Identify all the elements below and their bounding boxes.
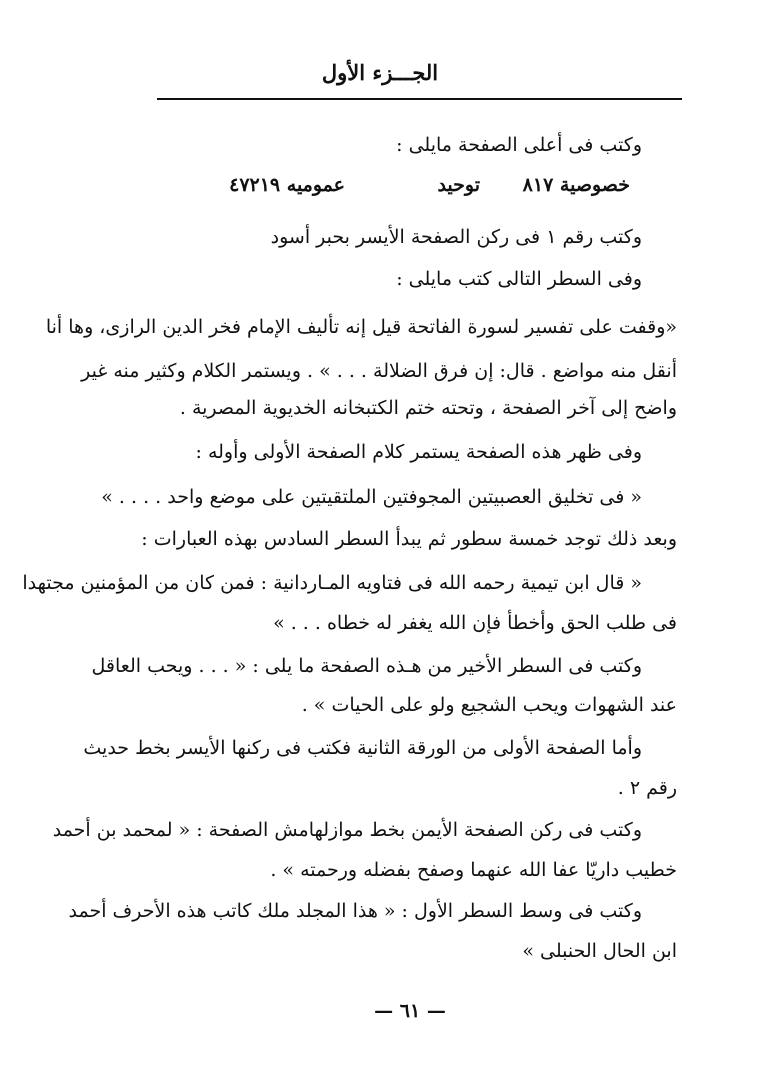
page-number: — ٦١ —: [374, 1000, 446, 1022]
text-line: خطيب داريّا عفا الله عنهما وصفح بفضله ورحمته » .: [270, 859, 677, 881]
text-line: وكتب فى السطر الأخير من هـذه الصفحة ما يلى : « . . . ويحب العاقل: [91, 655, 642, 677]
catalog-numbers-row: [230, 170, 630, 200]
text-line: « قال ابن تيمية رحمه الله فى فتاويه المـاردانية : فمن كان من المؤمنين مجتهدا: [22, 572, 642, 594]
text-line: وكتب فى وسط السطر الأول : « هذا المجلد ملك كاتب هذه الأحرف أحمد: [68, 900, 642, 922]
umumiya-number: عموميه ٤٧٢١٩: [229, 174, 345, 196]
text-line: وبعد ذلك توجد خمسة سطور ثم يبدأ السطر السادس بهذه العبارات :: [141, 528, 677, 550]
text-line: وأما الصفحة الأولى من الورقة الثانية فكتب فى ركنها الأيسر بخط حديث: [83, 737, 642, 759]
text-line: ابن الحال الحنبلى »: [522, 940, 677, 962]
text-line: وفى السطر التالى كتب مايلى :: [396, 268, 642, 290]
text-line: أنقل منه مواضع . قال: إن فرق الضلالة . . . » . ويستمر الكلام وكثير منه غير: [81, 360, 677, 382]
text-line: «وقفت على تفسير لسورة الفاتحة قيل إنه تأليف الإمام فخر الدين الرازى، وها أنا: [45, 316, 677, 338]
text-line: فى طلب الحق وأخطأ فإن الله يغفر له خطاه . . . »: [273, 612, 677, 634]
running-title: الجـــزء الأول: [321, 60, 439, 85]
text-line: « فى تخليق العصبيتين المجوفتين الملتقيتين على موضع واحد . . . . »: [101, 486, 642, 508]
header-rule: [157, 98, 682, 100]
text-line: وكتب فى ركن الصفحة الأيمن بخط موازلهامش الصفحة : « لمحمد بن أحمد: [52, 819, 642, 841]
text-line: واضح إلى آخر الصفحة ، وتحته ختم الكتبخانه الخديوية المصرية .: [179, 397, 677, 419]
text-line: وكتب فى أعلى الصفحة مايلى :: [396, 134, 642, 156]
khususiya-number: خصوصية ٨١٧: [522, 174, 630, 196]
text-line: وكتب رقم ١ فى ركن الصفحة الأيسر بحبر أسود: [270, 226, 642, 248]
text-line: عند الشهوات ويحب الشجيع ولو على الحيات » .: [301, 694, 677, 716]
text-line: وفى ظهر هذه الصفحة يستمر كلام الصفحة الأولى وأوله :: [195, 441, 642, 463]
tawhid-label: توحيد: [437, 174, 480, 196]
text-line: رقم ٢ .: [617, 777, 677, 799]
